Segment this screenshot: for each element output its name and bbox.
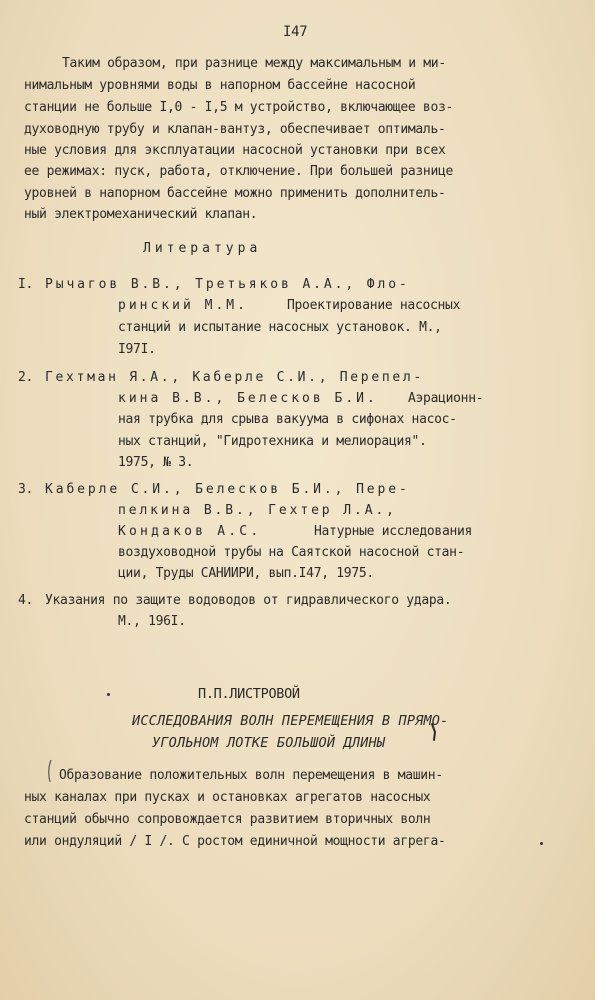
reference-number: 4. xyxy=(18,593,34,608)
reference-text: М., 196I. xyxy=(118,614,186,629)
ink-dot xyxy=(540,842,543,845)
reference-authors: Каберле С.И., Белесков Б.И., Пере- xyxy=(45,482,410,497)
reference-authors: кина В.В., Белесков Б.И. xyxy=(118,391,378,406)
intro-line: станции не больше I,0 - I,5 м устройство, включающее воз- xyxy=(24,100,454,115)
reference-text: воздуховодной трубы на Саятской насосной стан- xyxy=(118,545,465,560)
reference-authors: ринский М.М. xyxy=(118,298,248,313)
ink-dot xyxy=(107,693,110,696)
reference-text: ных станций, "Гидротехника и мелиорация". xyxy=(118,434,427,449)
references-heading: Литература xyxy=(143,241,262,256)
intro-line: уровней в напорном бассейне можно применить дополнитель- xyxy=(24,186,446,201)
body-line: станций обычно сопровождается развитием вторичных волн xyxy=(24,812,431,827)
reference-text: Проектирование насосных xyxy=(287,298,461,313)
reference-number: 3. xyxy=(18,482,34,497)
reference-text: Указания по защите водоводов от гидравлического удара. xyxy=(45,593,452,608)
reference-text: ции, Труды САНИИРИ, вып.I47, 1975. xyxy=(118,566,374,581)
reference-authors: Гехтман Я.А., Каберле С.И., Перепел- xyxy=(45,370,424,385)
page-number: I47 xyxy=(283,24,308,40)
body-line: ных каналах при пусках и остановках агрегатов насосных xyxy=(24,790,431,805)
article-title-line: ИССЛЕДОВАНИЯ ВОЛН ПЕРЕМЕЩЕНИЯ В ПРЯМО- xyxy=(132,713,449,729)
reference-text: ная трубка для срыва вакуума в сифонах насос- xyxy=(118,412,457,427)
reference-text: станций и испытание насосных установок. М., xyxy=(118,320,442,335)
intro-line: духоводную трубу и клапан-вантуз, обеспечивает оптималь- xyxy=(24,122,446,137)
pen-mark xyxy=(428,722,440,742)
body-line: или ондуляций / I /. С ростом единичной мощности агрега- xyxy=(24,834,446,849)
body-line: Образование положительных волн перемещения в машин- xyxy=(59,768,443,783)
pen-mark xyxy=(45,758,55,784)
reference-authors: Кондаков А.С. xyxy=(118,524,262,539)
reference-text: Аэрационн- xyxy=(408,391,484,406)
intro-line: ный электромеханический клапан. xyxy=(24,207,258,222)
reference-authors: Рычагов В.В., Третьяков А.А., Фло- xyxy=(45,277,410,292)
reference-text: 1975, № 3. xyxy=(118,455,194,470)
intro-line: ные условия для эксплуатации насосной установки при всех xyxy=(24,143,446,158)
intro-line: ее режимах: пуск, работа, отключение. При большей разнице xyxy=(24,164,454,179)
article-title-line: УГОЛЬНОМ ЛОТКЕ БОЛЬШОЙ ДЛИНЫ xyxy=(152,735,386,751)
reference-number: I. xyxy=(18,277,34,292)
intro-line: Таким образом, при разнице между максимальным и ми- xyxy=(62,56,446,71)
reference-text: I97I. xyxy=(118,342,156,357)
reference-text: Натурные исследования xyxy=(314,524,473,539)
reference-number: 2. xyxy=(18,370,34,385)
intro-line: нимальным уровнями воды в напорном бассейне насосной xyxy=(24,78,416,93)
article-author: П.П.ЛИСТРОВОЙ xyxy=(198,686,300,702)
reference-authors: пелкина В.В., Гехтер Л.А., xyxy=(118,503,397,518)
